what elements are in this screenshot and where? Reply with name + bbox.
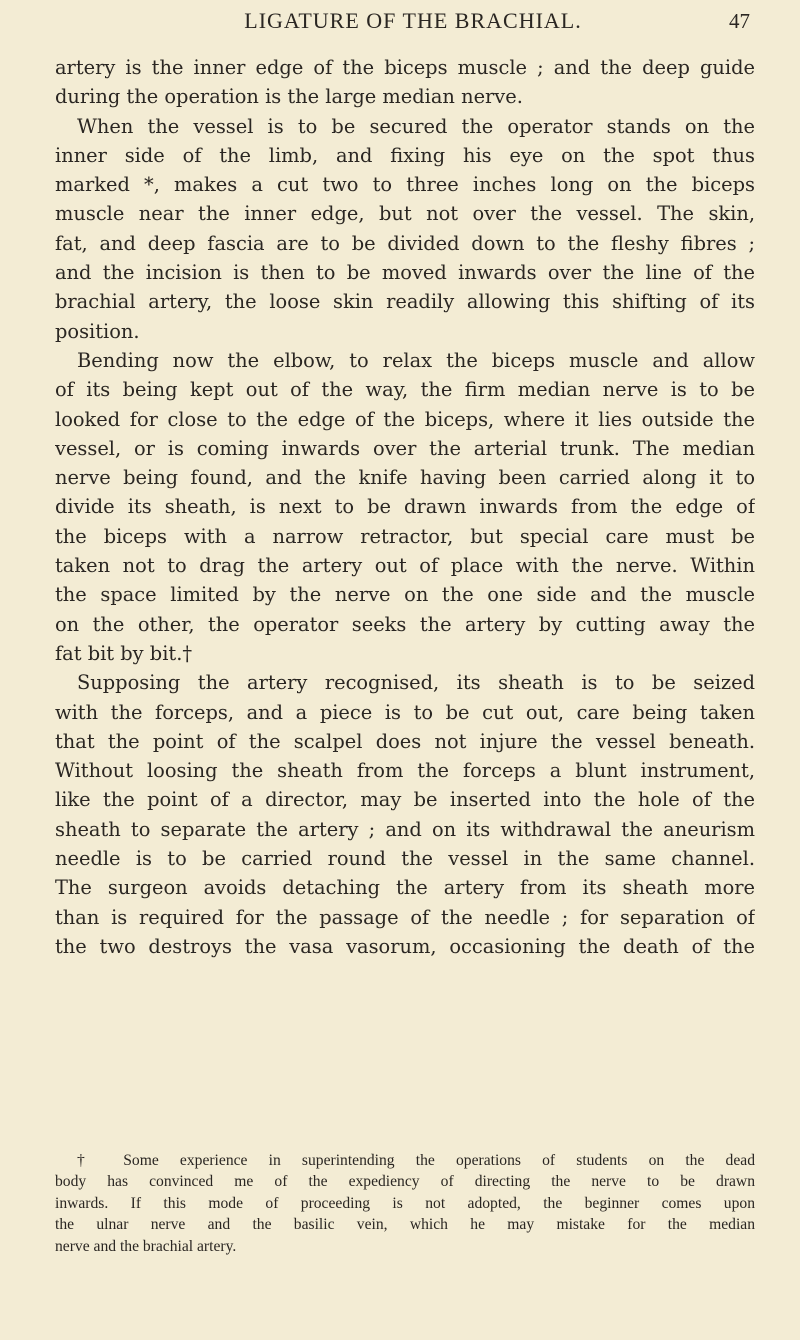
- text-line: the biceps with a narrow retractor, but special care must be: [55, 524, 755, 548]
- text-line: the two destroys the vasa vasorum, occasioning the death of the: [55, 934, 755, 958]
- text-line: like the point of a director, may be inserted into the hole of the: [55, 788, 755, 812]
- text-line: brachial artery, the loose skin readily allowing this shifting of its: [55, 290, 755, 314]
- text-line: Bending now the elbow, to relax the biceps muscle and allow: [77, 348, 755, 372]
- footnote-line: body has convinced me of the expediency of directing the nerve to be drawn: [55, 1173, 755, 1191]
- text-line: taken not to drag the artery out of place with the nerve. Within: [55, 554, 755, 578]
- footnote-line: nerve and the brachial artery.: [55, 1237, 237, 1255]
- text-line: than is required for the passage of the needle ; for separation of: [55, 905, 755, 929]
- footnote-line: the ulnar nerve and the basilic vein, which he may mistake for the median: [55, 1216, 755, 1234]
- running-head: LIGATURE OF THE BRACHIAL.: [244, 8, 582, 33]
- text-line: fat bit by bit.†: [55, 641, 193, 665]
- text-line: nerve being found, and the knife having been carried along it to: [55, 466, 755, 490]
- text-line: fat, and deep fascia are to be divided down to the fleshy fibres ;: [55, 231, 755, 255]
- text-line: on the other, the operator seeks the artery by cutting away the: [55, 612, 755, 636]
- text-line: marked *, makes a cut two to three inches long on the biceps: [55, 173, 755, 197]
- text-line: and the incision is then to be moved inwards over the line of the: [55, 261, 755, 285]
- text-line: with the forceps, and a piece is to be cut out, care being taken: [55, 700, 755, 724]
- text-line: needle is to be carried round the vessel in the same channel.: [55, 847, 755, 871]
- text-line: vessel, or is coming inwards over the arterial trunk. The median: [55, 436, 755, 460]
- text-line: Supposing the artery recognised, its sheath is to be seized: [77, 671, 755, 695]
- text-line: sheath to separate the artery ; and on its withdrawal the aneurism: [55, 817, 755, 841]
- text-line: the space limited by the nerve on the one side and the muscle: [55, 583, 755, 607]
- body-text: [55, 53, 755, 961]
- footnote-line: inwards. If this mode of proceeding is not adopted, the beginner comes upon: [55, 1194, 755, 1212]
- text-line: looked for close to the edge of the biceps, where it lies outside the: [55, 407, 755, 431]
- text-line: inner side of the limb, and fixing his eye on the spot thus: [55, 143, 755, 167]
- text-line: Without loosing the sheath from the forceps a blunt instrument,: [55, 759, 755, 783]
- text-line: that the point of the scalpel does not injure the vessel beneath.: [55, 729, 755, 753]
- footnote: [55, 1150, 755, 1257]
- footnote-line: † Some experience in superintending the operations of students on the dead: [77, 1152, 755, 1169]
- text-line: artery is the inner edge of the biceps muscle ; and the deep guide: [55, 56, 755, 79]
- text-line: divide its sheath, is next to be drawn inwards from the edge of: [55, 495, 755, 519]
- text-line: The surgeon avoids detaching the artery from its sheath more: [55, 876, 755, 900]
- text-line: muscle near the inner edge, but not over the vessel. The skin,: [55, 202, 755, 226]
- text-line: during the operation is the large median nerve.: [55, 85, 523, 109]
- text-line: of its being kept out of the way, the firm median nerve is to be: [55, 378, 755, 402]
- text-line: position.: [55, 319, 140, 343]
- text-line: When the vessel is to be secured the operator stands on the: [77, 114, 755, 138]
- page-number: 47: [729, 9, 750, 33]
